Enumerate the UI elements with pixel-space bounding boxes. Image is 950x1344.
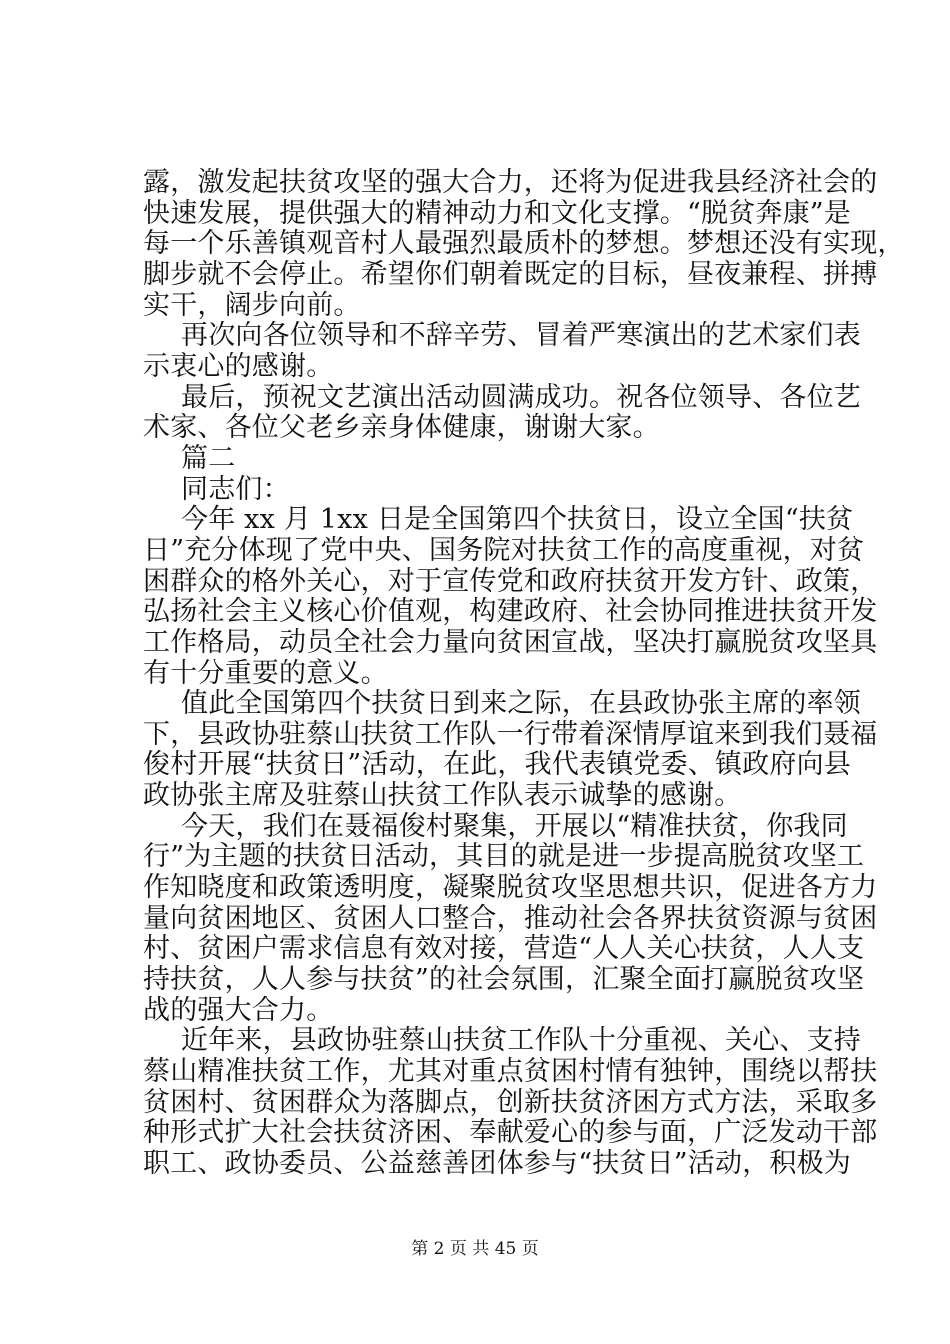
text-line: 同志们： <box>181 473 290 505</box>
page-footer: 第 2 页 共 45 页 <box>411 1239 539 1259</box>
text-line: 种形式扩大社会扶贫济困、奉献爱心的参与面，广泛发动干部 <box>143 1117 878 1149</box>
text-line: 今天，我们在聂福俊村聚集，开展以“精准扶贫，你我同 <box>181 810 848 842</box>
text-line: 战的强大合力。 <box>143 994 334 1026</box>
text-line: 量向贫困地区、贫困人口整合，推动社会各界扶贫资源与贫困 <box>143 902 878 934</box>
text-line: 蔡山精准扶贫工作，尤其对重点贫困村情有独钟，围绕以帮扶 <box>143 1056 878 1088</box>
text-line: 行”为主题的扶贫日活动，其目的就是进一步提高脱贫攻坚工 <box>143 841 865 873</box>
text-line: 工作格局，动员全社会力量向贫困宣战，坚决打赢脱贫攻坚具 <box>143 626 878 658</box>
text-line: 弘扬社会主义核心价值观，构建政府、社会协同推进扶贫开发 <box>143 596 878 628</box>
text-line: 值此全国第四个扶贫日到来之际，在县政协张主席的率领 <box>181 688 861 720</box>
text-line: 近年来，县政协驻蔡山扶贫工作队十分重视、关心、支持 <box>181 1025 861 1057</box>
text-line: 快速发展，提供强大的精神动力和文化支撑。“脱贫奔康”是 <box>143 197 852 229</box>
text-line: 示衷心的感谢。 <box>143 350 334 382</box>
text-line: 政协张主席及驻蔡山扶贫工作队表示诚挚的感谢。 <box>143 780 742 812</box>
text-line: 持扶贫，人人参与扶贫”的社会氛围，汇聚全面打赢脱贫攻坚 <box>143 964 865 996</box>
text-line: 每一个乐善镇观音村人最强烈最质朴的梦想。梦想还没有实现， <box>143 228 905 260</box>
text-line: 贫困村、贫困群众为落脚点，创新扶贫济困方式方法，采取多 <box>143 1086 878 1118</box>
text-line: 日”充分体现了党中央、国务院对扶贫工作的高度重视，对贫 <box>143 534 865 566</box>
text-line: 篇二 <box>181 442 236 474</box>
text-line: 脚步就不会停止。希望你们朝着既定的目标，昼夜兼程、拼搏 <box>143 258 878 290</box>
text-line: 再次向各位领导和不辞辛劳、冒着严寒演出的艺术家们表 <box>181 320 861 352</box>
text-line: 露，激发起扶贫攻坚的强大合力，还将为促进我县经济社会的 <box>143 167 878 198</box>
text-line: 村、贫困户需求信息有效对接，营造“人人关心扶贫，人人支 <box>143 933 865 965</box>
text-line: 今年 xx 月 1xx 日是全国第四个扶贫日，设立全国“扶贫 <box>181 504 854 536</box>
body-text <box>143 167 905 1180</box>
text-line: 实干，阔步向前。 <box>143 289 361 321</box>
text-line: 困群众的格外关心，对于宣传党和政府扶贫开发方针、政策， <box>143 565 878 597</box>
text-line: 术家、各位父老乡亲身体健康，谢谢大家。 <box>143 412 660 444</box>
text-line: 作知晓度和政策透明度，凝聚脱贫攻坚思想共识，促进各方力 <box>143 872 878 904</box>
text-line: 最后，预祝文艺演出活动圆满成功。祝各位领导、各位艺 <box>181 381 861 413</box>
text-line: 有十分重要的意义。 <box>143 657 388 689</box>
text-line: 俊村开展“扶贫日”活动，在此，我代表镇党委、镇政府向县 <box>143 749 852 781</box>
text-line: 下，县政协驻蔡山扶贫工作队一行带着深情厚谊来到我们聂福 <box>143 718 878 750</box>
text-line: 职工、政协委员、公益慈善团体参与“扶贫日”活动，积极为 <box>143 1148 852 1179</box>
